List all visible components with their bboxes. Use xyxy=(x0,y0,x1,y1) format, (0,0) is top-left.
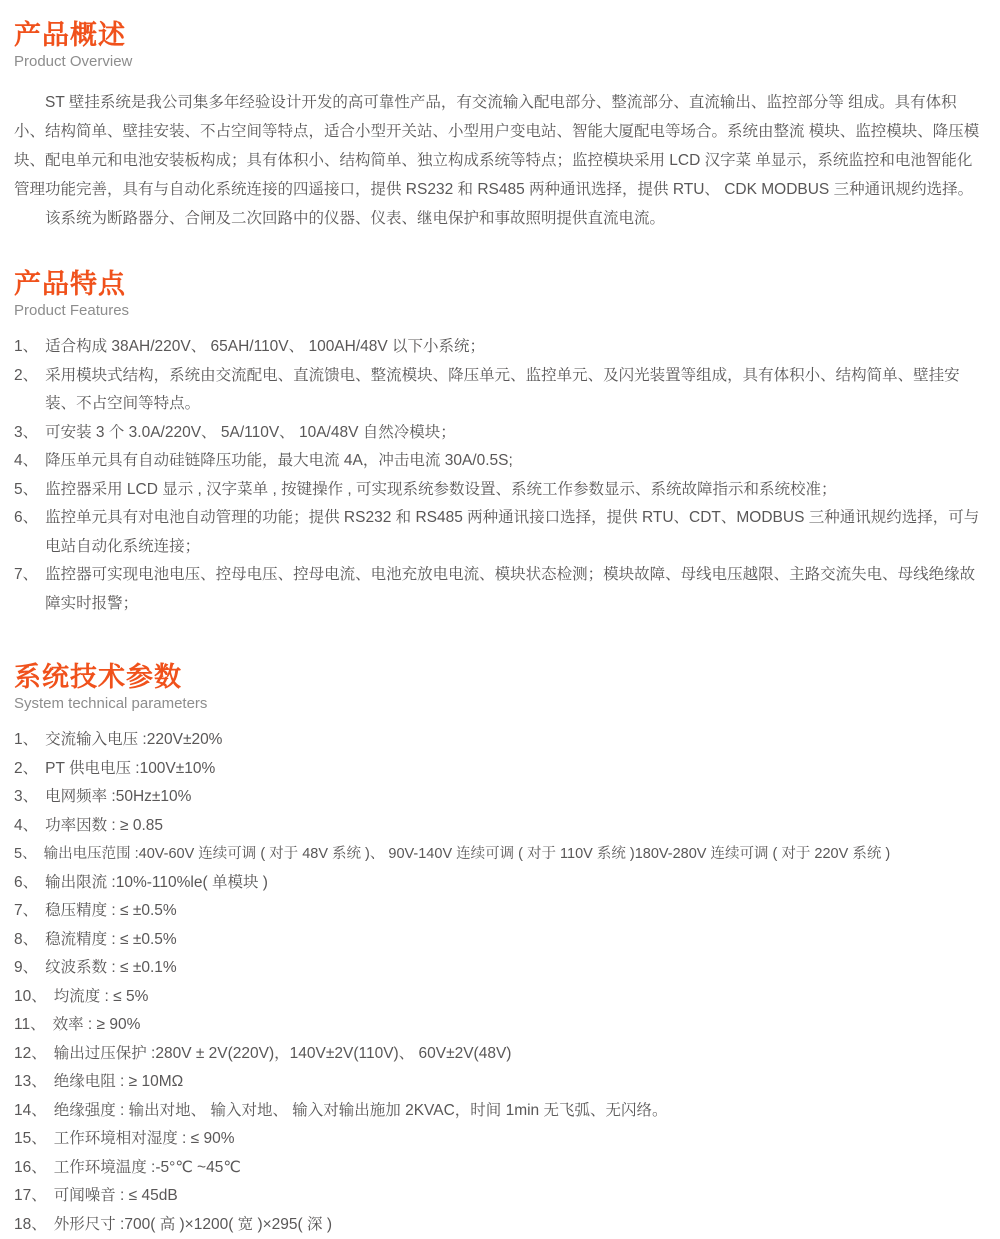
parameter-item-number: 8、 xyxy=(14,930,39,948)
parameter-item-number: 5、 xyxy=(14,846,37,863)
parameter-item-text: 效率 : ≥ 90% xyxy=(52,1016,141,1034)
parameter-item-text: 可闻噪音 : ≤ 45dB xyxy=(53,1187,178,1205)
parameter-item-text: 稳流精度 : ≤ ±0.5% xyxy=(45,930,177,948)
parameter-item xyxy=(14,840,986,869)
feature-item-number: 5、 xyxy=(14,480,39,498)
parameter-item-number: 9、 xyxy=(14,959,39,977)
section-features xyxy=(14,269,986,618)
parameter-item xyxy=(14,1040,986,1069)
parameter-item xyxy=(14,983,986,1012)
overview-title: 产品概述 xyxy=(14,20,126,50)
feature-item-number: 6、 xyxy=(14,509,39,527)
parameter-item-text: 纹波系数 : ≤ ±0.1% xyxy=(45,959,177,977)
parameter-item-number: 17、 xyxy=(14,1187,47,1205)
feature-item xyxy=(14,333,986,362)
parameter-item-text: 绝缘电阻 : ≥ 10MΩ xyxy=(53,1073,184,1091)
section-parameters xyxy=(14,662,986,1239)
feature-item xyxy=(14,504,986,561)
parameter-item-number: 1、 xyxy=(14,731,39,749)
parameter-item-number: 18、 xyxy=(14,1215,47,1233)
parameter-item-text: 功率因数 : ≥ 0.85 xyxy=(45,816,164,834)
feature-item xyxy=(14,476,986,505)
parameter-item-text: 输出过压保护 :280V ± 2V(220V)，140V±2V(110V)、 60V±2V(48V) xyxy=(53,1044,512,1062)
feature-item-number: 7、 xyxy=(14,566,39,584)
feature-item-text: 采用模块式结构，系统由交流配电、直流馈电、整流模块、降压单元、监控单元、及闪光装置等组成，具有体积小、结构简单、壁挂安装、不占空间等特点。 xyxy=(45,366,960,413)
feature-item xyxy=(14,362,986,419)
parameter-item xyxy=(14,869,986,898)
feature-item-text: 监控单元具有对电池自动管理的功能；提供 RS232 和 RS485 两种通讯接口选择，提供 RTU、CDT、MODBUS 三种通讯规约选择，可与电站自动化系统连接； xyxy=(45,509,980,555)
parameters-subtitle: System technical parameters xyxy=(14,695,208,713)
overview-subtitle: Product Overview xyxy=(14,53,133,71)
parameter-item-number: 15、 xyxy=(14,1130,47,1148)
parameter-item xyxy=(14,926,986,955)
parameter-item xyxy=(14,1154,986,1183)
parameter-item-number: 12、 xyxy=(14,1044,47,1062)
parameter-item-text: 工作环境温度 :-5°℃ ~45℃ xyxy=(53,1158,241,1176)
overview-paragraph: 该系统为断路器分、合闸及二次回路中的仪器、仪表、继电保护和事故照明提供直流电流。 xyxy=(45,210,666,228)
parameter-item-number: 11、 xyxy=(14,1016,46,1034)
parameter-item-number: 10、 xyxy=(14,987,47,1005)
parameter-item xyxy=(14,1125,986,1154)
feature-item-number: 4、 xyxy=(14,452,39,470)
feature-item xyxy=(14,419,986,448)
section-overview xyxy=(14,20,986,233)
parameter-item-number: 6、 xyxy=(14,873,39,891)
feature-item-text: 监控器采用 LCD 显示 , 汉字菜单 , 按键操作 , 可实现系统参数设置、系统工作参数显示、系统故障指示和系统校准； xyxy=(45,480,837,498)
parameter-item-number: 16、 xyxy=(14,1158,47,1176)
parameter-item xyxy=(14,954,986,983)
parameters-title: 系统技术参数 xyxy=(14,662,182,693)
overview-paragraph: ST 壁挂系统是我公司集多年经验设计开发的高可靠性产品，有交流输入配电部分、整流部分、直流输出、监控部分等 组成。具有体积小、结构简单、壁挂安装、不占空间等特点，适合小型开关站、小型用户变电站、智能大厦配电等场合。系统由整流 模块、监控模块、降压模块、配电单元和电池安装板构成；具有体积小、结构简单、独立构成系统等特点；监控模块采用 LCD 汉字菜 单显示，系统监控和电池智能化管理功能完善，具有与自动化系统连接的四遥接口，提供 RS232 和 RS485 两种通讯选择，提供 RTU、 CDK MODBUS 三种通讯规约选择。 xyxy=(14,94,980,199)
parameter-item-number: 14、 xyxy=(14,1101,47,1119)
parameter-item-number: 4、 xyxy=(14,816,39,834)
parameter-item xyxy=(14,1182,986,1211)
feature-item-number: 2、 xyxy=(14,366,39,384)
feature-item-text: 降压单元具有自动硅链降压功能，最大电流 4A，冲击电流 30A/0.5S; xyxy=(45,452,513,470)
feature-item-number: 1、 xyxy=(14,338,39,356)
feature-item-text: 监控器可实现电池电压、控母电压、控母电流、电池充放电电流、模块状态检测；模块故障、母线电压越限、主路交流失电、母线绝缘故障实时报警； xyxy=(45,566,976,612)
parameter-item-text: 均流度 : ≤ 5% xyxy=(53,987,149,1005)
parameter-item xyxy=(14,726,986,755)
parameter-item-number: 2、 xyxy=(14,759,39,777)
features-subtitle: Product Features xyxy=(14,302,130,320)
parameter-item xyxy=(14,1097,986,1126)
overview-paragraphs xyxy=(14,88,986,233)
feature-item-text: 可安装 3 个 3.0A/220V、 5A/110V、 10A/48V 自然冷模块； xyxy=(45,423,456,441)
parameter-item-text: PT 供电电压 :100V±10% xyxy=(45,759,216,777)
parameter-item-text: 稳压精度 : ≤ ±0.5% xyxy=(45,902,177,920)
parameter-item xyxy=(14,897,986,926)
parameter-item-text: 电网频率 :50Hz±10% xyxy=(45,788,192,806)
parameter-item-number: 7、 xyxy=(14,902,39,920)
parameter-item xyxy=(14,755,986,784)
parameter-item-text: 输出电压范围 :40V-60V 连续可调 ( 对于 48V 系统 )、 90V-140V 连续可调 ( 对于 110V 系统 )180V-280V 连续可调 ( 对于 220V 系统 ) xyxy=(43,846,891,863)
feature-item xyxy=(14,561,986,618)
parameter-item-text: 工作环境相对湿度 : ≤ 90% xyxy=(53,1130,235,1148)
features-title: 产品特点 xyxy=(14,269,126,300)
parameter-item-text: 输出限流 :10%-110%le( 单模块 ) xyxy=(45,873,268,891)
feature-item xyxy=(14,447,986,476)
feature-item-text: 适合构成 38AH/220V、 65AH/110V、 100AH/48V 以下小系统； xyxy=(45,338,486,356)
features-list xyxy=(14,333,986,618)
parameter-item-text: 绝缘强度 : 输出对地、 输入对地、 输入对输出施加 2KVAC，时间 1min 无飞弧、无闪络。 xyxy=(53,1101,668,1119)
feature-item-number: 3、 xyxy=(14,423,39,441)
parameter-item-text: 交流输入电压 :220V±20% xyxy=(45,731,223,749)
parameter-item-number: 13、 xyxy=(14,1073,47,1091)
parameter-item xyxy=(14,1011,986,1040)
parameter-item xyxy=(14,783,986,812)
parameter-item-text: 外形尺寸 :700( 高 )×1200( 宽 )×295( 深 ) xyxy=(53,1215,332,1233)
parameters-list xyxy=(14,726,986,1239)
parameter-item xyxy=(14,1068,986,1097)
parameter-item-number: 3、 xyxy=(14,788,39,806)
parameter-item xyxy=(14,812,986,841)
